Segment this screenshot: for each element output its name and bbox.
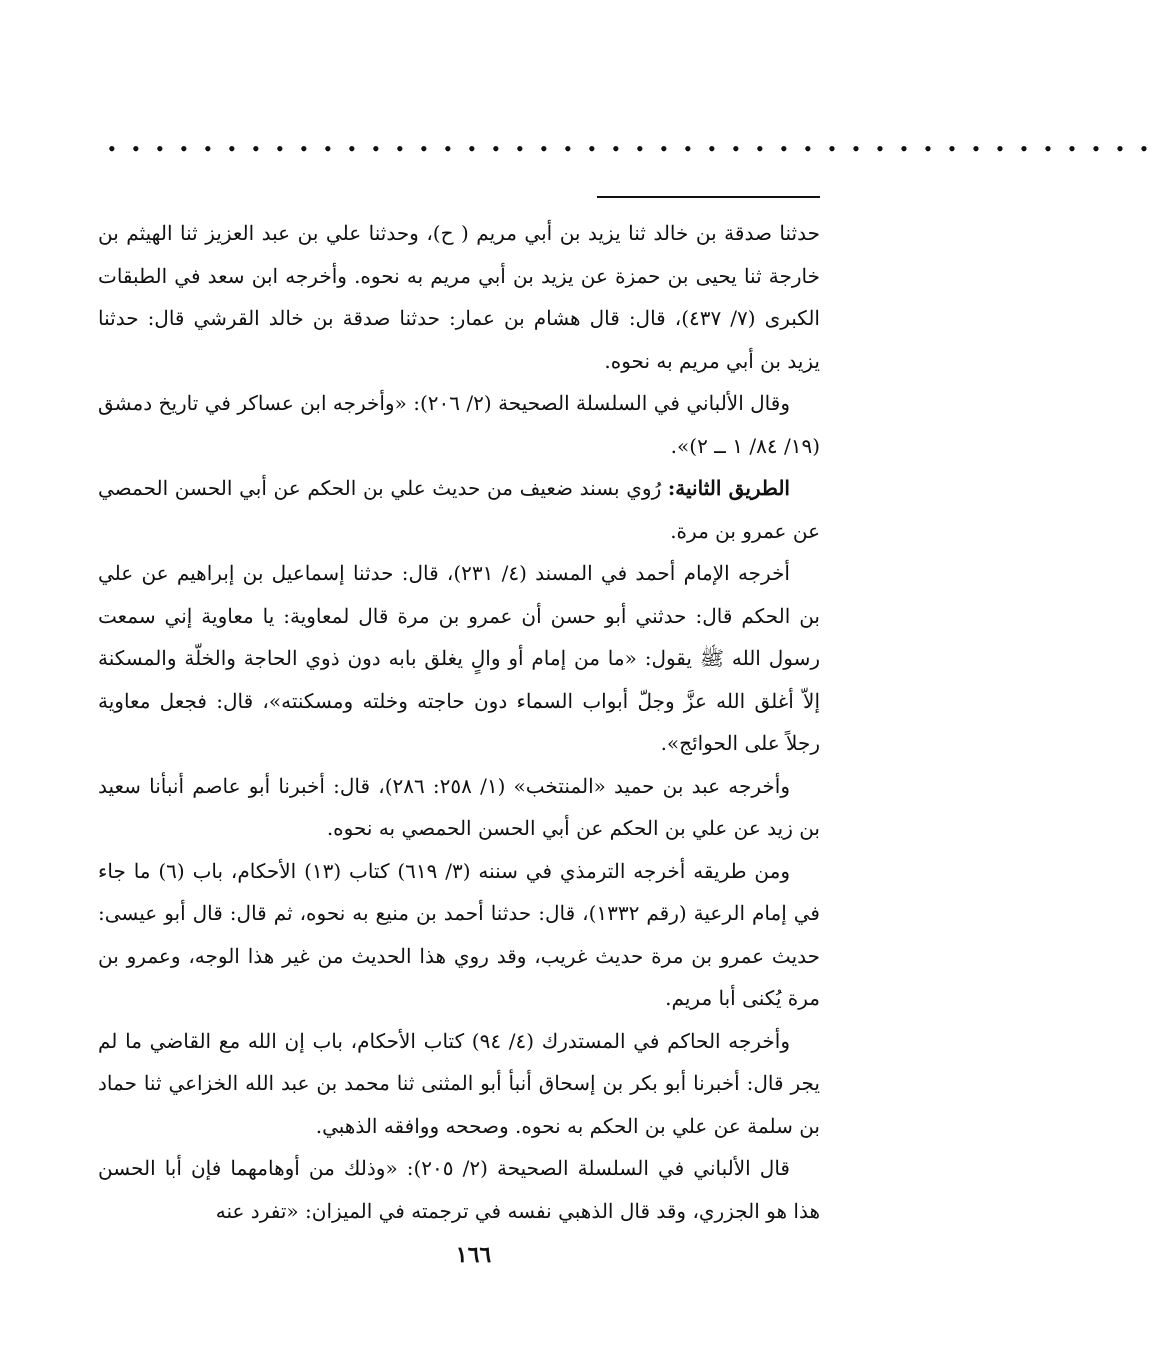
paragraph-1-text: حدثنا صدقة بن خالد ثنا يزيد بن أبي مريم ( ح)، وحدثنا علي بن عبد العزيز ثنا الهيثم بن خارجة ثنا يحيى بن حمزة عن يزيد بن أبي مريم به نحوه. وأخرجه ابن سعد في الطبقات الكبرى (٧/ ٤٣٧)، قال: قال هشام بن عمار: حدثنا صدقة بن خالد القرشي قال: حدثنا يزيد بن أبي مريم به نحوه. — [98, 221, 820, 373]
paragraph-7 — [98, 1020, 820, 1148]
separator-dots: • • • • • • • • • • • • • • • • • • • • • • • • • • • • • • • • • • • • • • • • • • • • — [108, 136, 1153, 161]
paragraph-5-text: وأخرجه عبد بن حميد «المنتخب» (١/ ٢٥٨: ٢٨٦)، قال: أخبرنا أبو عاصم أنبأنا سعيد بن زيد عن علي بن الحكم عن أبي الحسن الحمصي به نحوه. — [98, 773, 820, 840]
paragraph-6-text: ومن طريقه أخرجه الترمذي في سننه (٣/ ٦١٩) كتاب (١٣) الأحكام، باب (٦) ما جاء في إمام الرعية (رقم ١٣٣٢)، قال: حدثنا أحمد بن منيع به نحوه، ثم قال: قال أبو عيسى: حديث عمرو بن مرة حديث غريب، وقد روي هذا الحديث من غير هذا الوجه، وعمرو بن مرة يُكنى أبا مريم. — [98, 858, 820, 1010]
paragraph-7-text: وأخرجه الحاكم في المستدرك (٤/ ٩٤) كتاب الأحكام، باب إن الله مع القاضي ما لم يجر قال: أخبرنا أبو بكر بن إسحاق أنبأ أبو المثنى ثنا محمد بن عبد الله الخزاعي ثنا حماد بن سلمة عن علي بن الحكم به نحوه. وصححه ووافقه الذهبي. — [98, 1028, 820, 1138]
paragraph-2 — [98, 382, 820, 467]
paragraph-8-text: قال الألباني في السلسلة الصحيحة (٢/ ٢٠٥): «وذلك من أوهامهما فإن أبا الحسن هذا هو الجزري، وقد قال الذهبي نفسه في ترجمته في الميزان: «تفرد عنه — [98, 1156, 820, 1223]
paragraph-2-text: وقال الألباني في السلسلة الصحيحة (٢/ ٢٠٦): «وأخرجه ابن عساكر في تاريخ دمشق (١٩/ ٨٤/ ١ ــ ٢)». — [98, 391, 820, 458]
page-number: ١٦٦ — [455, 1242, 492, 1268]
paragraph-8 — [98, 1147, 820, 1232]
paragraph-1 — [98, 212, 820, 382]
paragraph-6 — [98, 850, 820, 1020]
paragraph-4 — [98, 552, 820, 765]
footnote-rule — [597, 196, 820, 198]
paragraph-3 — [98, 467, 820, 552]
paragraph-3-text: رُوي بسند ضعيف من حديث علي بن الحكم عن أبي الحسن الحمصي عن عمرو بن مرة. — [98, 476, 820, 543]
paragraph-4-text: أخرجه الإمام أحمد في المسند (٤/ ٢٣١)، قال: حدثنا إسماعيل بن إبراهيم عن علي بن الحكم قال: حدثني أبو حسن أن عمرو بن مرة قال لمعاوية: يا معاوية إني سمعت رسول الله ﷺ يقول: «ما من إمام أو والٍ يغلق بابه دون ذوي الحاجة والخلّة والمسكنة إلاّ أغلق الله عزَّ وجلّ أبواب السماء دون حاجته وخلته ومسكنته»، قال: فجعل معاوية رجلاً على الحوائج». — [98, 561, 820, 755]
section-heading: الطريق الثانية: — [667, 476, 790, 500]
paragraph-5 — [98, 765, 820, 850]
footnote-text — [98, 212, 820, 1232]
